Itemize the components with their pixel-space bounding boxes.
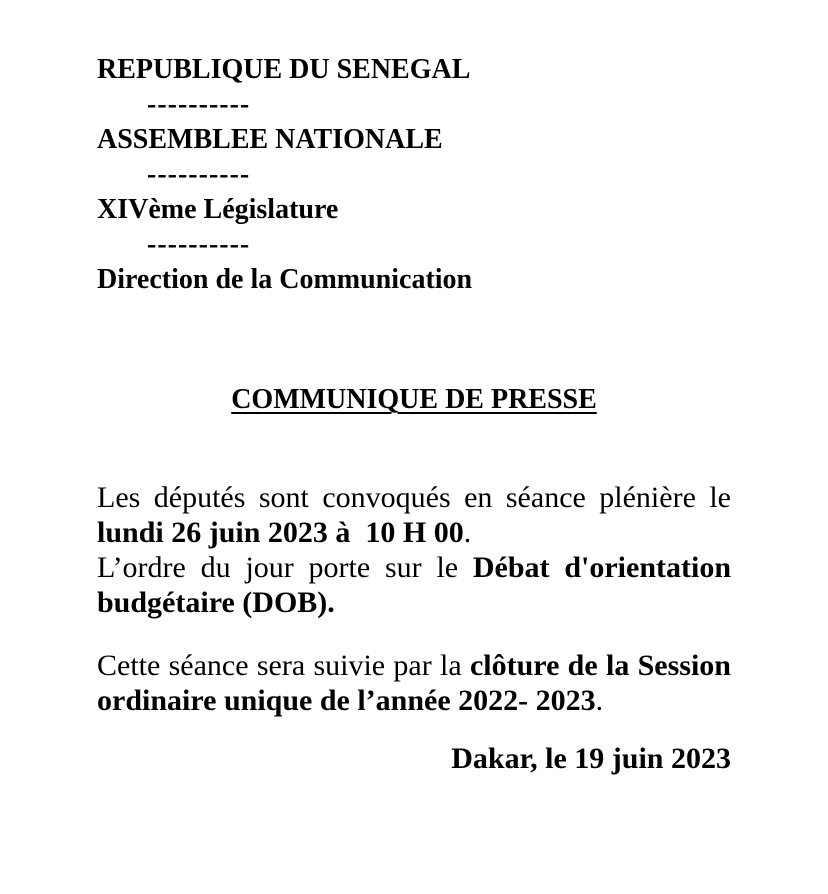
document-body <box>97 480 731 718</box>
document-header <box>97 52 731 297</box>
paragraph <box>97 480 731 620</box>
header-line: REPUBLIQUE DU SENEGAL <box>97 54 471 85</box>
header-line: Direction de la Communication <box>97 264 473 295</box>
text-line <box>97 683 731 718</box>
regular-text: Cette séance sera suivie par la <box>97 649 470 682</box>
bold-text: lundi 26 juin 2023 à 10 H 00 <box>97 516 464 549</box>
header-separator: ---------- <box>147 229 251 260</box>
bold-text: budgétaire (DOB). <box>97 586 335 619</box>
text-line <box>97 550 731 585</box>
regular-text: Les députés sont convoqués en séance plénière le <box>97 481 731 514</box>
text-line <box>97 480 731 515</box>
header-line: ASSEMBLEE NATIONALE <box>97 124 443 155</box>
dateline: Dakar, le 19 juin 2023 <box>451 742 731 775</box>
header-line: XIVème Législature <box>97 194 339 225</box>
bold-text: clôture de la Session <box>469 649 731 682</box>
bold-text: ordinaire unique de l’année 2022- 2023 <box>97 684 596 717</box>
header-separator: ---------- <box>147 159 251 190</box>
paragraph <box>97 648 731 718</box>
text-line <box>97 515 731 550</box>
regular-text: L’ordre du jour porte sur le <box>97 551 473 584</box>
text-line <box>97 585 731 620</box>
text-line <box>97 648 731 683</box>
document-title: COMMUNIQUE DE PRESSE <box>231 384 597 415</box>
regular-text: . <box>595 684 604 717</box>
bold-text: Débat d'orientation <box>472 551 732 584</box>
header-separator: ---------- <box>147 89 251 120</box>
regular-text: . <box>463 516 472 549</box>
